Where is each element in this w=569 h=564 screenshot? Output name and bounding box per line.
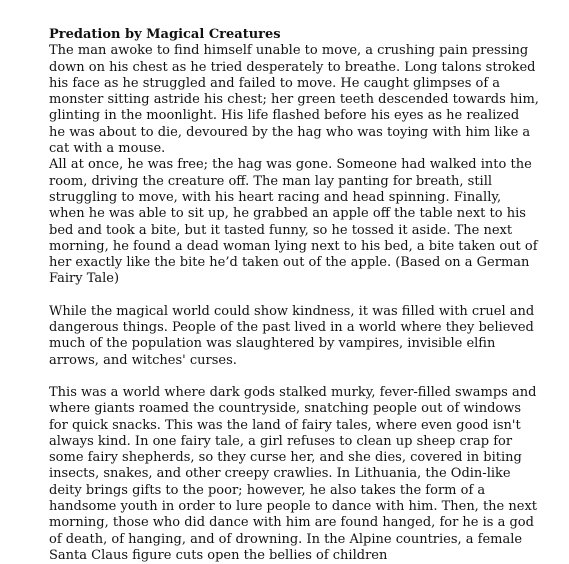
document-page <box>49 27 539 564</box>
paragraph-4: This was a world where dark gods stalked murky, fever-filled swamps and where giants roamed the countryside, snatching people out of windows for quick snacks. This was the land of fairy tales, where even good isn't always kind. In one fairy tale, a girl refuses to clean up sheep crap for some fairy shepherds, so they curse her, and she dies, covered in biting insects, snakes, and other creepy crawlies. In Lithuania, the Odin-like deity brings gifts to the poor; however, he also takes the form of a handsome youth in order to lure people to dance with him. Then, the next morning, those who did dance with him are found hanged, for he is a god of death, of hanging, and of drowning. In the Alpine countries, a female Santa Claus figure cuts open the bellies of children <box>49 384 537 563</box>
paragraph-3: While the magical world could show kindness, it was filled with cruel and dangerous things. People of the past lived in a world where they believed much of the population was slaughtered by vampires, invisible elfin arrows, and witches' curses. <box>49 303 535 368</box>
document-title: Predation by Magical Creatures <box>49 27 281 42</box>
paragraph-1: The man awoke to find himself unable to move, a crushing pain pressing down on his chest as he tried desperately to breathe. Long talons stroked his face as he struggled and failed to move. He caught glimpses of a monster sitting astride his chest; her green teeth descended towards him, glinting in the moonlight. His life flashed before his eyes as he realized he was about to die, devoured by the hag who was toying with him like a cat with a mouse. <box>49 43 539 157</box>
paragraph-2: All at once, he was free; the hag was gone. Someone had walked into the room, driving the creature off. The man lay panting for breath, still struggling to move, with his heart racing and head spinning. Finally, when he was able to sit up, he grabbed an apple off the table next to his bed and took a bite, but it tasted funny, so he tossed it aside. The next morning, he found a dead woman lying next to his bed, a bite taken out of her exactly like the bite he’d taken out of the apple. (Based on a German Fairy Tale) <box>49 157 538 287</box>
